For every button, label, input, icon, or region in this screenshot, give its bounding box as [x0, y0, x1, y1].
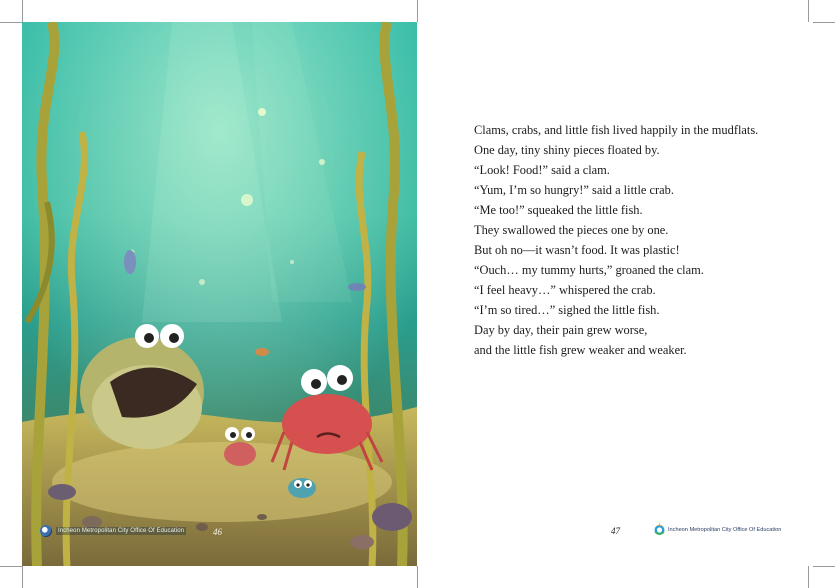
story-line: “Me too!” squeaked the little fish.: [474, 203, 643, 217]
story-line: Clams, crabs, and little fish lived happily in the mudflats.: [474, 123, 759, 137]
crop-mark: [0, 22, 22, 23]
story-line: One day, tiny shiny pieces floated by.: [474, 143, 660, 157]
right-page-footer: [654, 523, 781, 536]
crop-mark: [22, 0, 23, 22]
story-text: [474, 120, 804, 360]
crop-mark: [417, 0, 418, 22]
crop-mark: [22, 566, 23, 588]
story-line: They swallowed the pieces one by one.: [474, 223, 669, 237]
left-page-number: 46: [213, 527, 222, 537]
education-office-logo-icon: [654, 523, 665, 536]
story-line: “Yum, I’m so hungry!” said a little crab.: [474, 183, 674, 197]
crop-mark: [417, 566, 418, 588]
left-footer-org: Incheon Metropolitan City Office Of Education: [58, 528, 185, 534]
right-footer-org: Incheon Metropolitan City Office Of Education: [668, 526, 782, 533]
education-office-logo-icon: [40, 525, 52, 537]
story-line: “I feel heavy…” whispered the crab.: [474, 283, 656, 297]
crop-mark: [808, 0, 809, 22]
story-line: “I’m so tired…” sighed the little fish.: [474, 303, 660, 317]
story-line: “Ouch… my tummy hurts,” groaned the clam.: [474, 263, 704, 277]
story-line: “Look! Food!” said a clam.: [474, 163, 610, 177]
crop-mark: [813, 566, 835, 567]
crop-mark: [813, 22, 835, 23]
crop-mark: [0, 566, 22, 567]
crop-mark: [808, 566, 809, 588]
right-page-number: 47: [611, 526, 620, 536]
story-line: But oh no—it wasn’t food. It was plastic!: [474, 243, 680, 257]
story-line: Day by day, their pain grew worse,: [474, 323, 648, 337]
underwater-illustration: [22, 22, 417, 566]
story-line: and the little fish grew weaker and weaker.: [474, 343, 687, 357]
left-page-footer: [40, 524, 186, 538]
underwater-scene-art: [22, 22, 417, 566]
